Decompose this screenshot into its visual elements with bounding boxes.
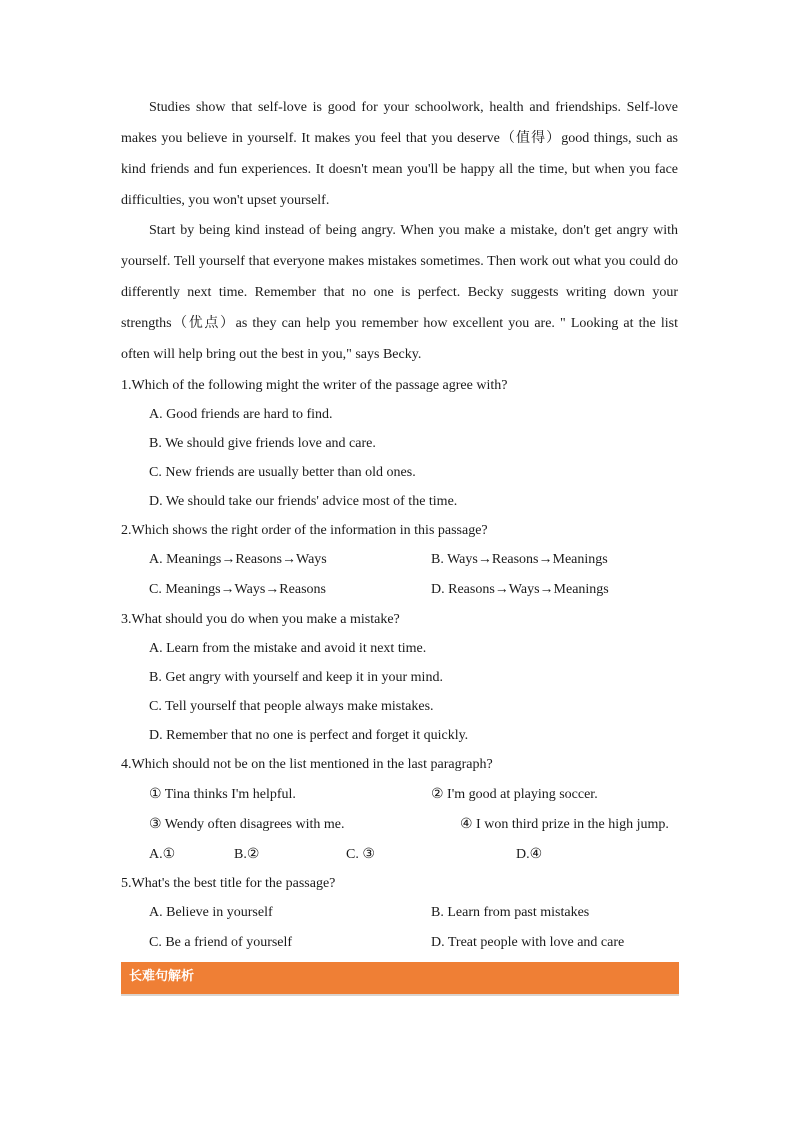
passage-paragraph-1: Studies show that self-love is good for your schoolwork, health and friendships. Self-love makes you believe in yourself. It makes you feel that you deserve（值得）good things, such as kind friends and fun experiences. It doesn't mean you'll be happy all the time, but when you face difficulties, you won't upset yourself.: [121, 100, 678, 208]
question-1-option-a: A. Good friends are hard to find.: [149, 407, 333, 422]
question-1-option-c: C. New friends are usually better than old ones.: [149, 465, 416, 480]
question-2-option-b: B. Ways→Reasons→Meanings: [431, 552, 608, 567]
question-3-stem: 3.What should you do when you make a mistake?: [121, 612, 400, 627]
question-2-option-d: D. Reasons→Ways→Meanings: [431, 582, 609, 597]
question-5-option-a: A. Believe in yourself: [149, 905, 273, 920]
section-banner: [121, 962, 679, 996]
question-4-option-d: D.④: [516, 847, 543, 862]
question-4-statement-1: ① Tina thinks I'm helpful.: [149, 787, 296, 802]
question-3-option-b: B. Get angry with yourself and keep it in your mind.: [149, 670, 443, 685]
question-5-option-c: C. Be a friend of yourself: [149, 935, 293, 950]
question-5-option-d: D. Treat people with love and care: [431, 935, 625, 950]
question-4-statement-3: ③ Wendy often disagrees with me.: [149, 817, 345, 832]
question-3-option-a: A. Learn from the mistake and avoid it next time.: [149, 641, 427, 656]
question-4-option-b: B.②: [234, 847, 260, 862]
question-1-option-d: D. We should take our friends' advice most of the time.: [149, 494, 458, 509]
question-3-option-d: D. Remember that no one is perfect and forget it quickly.: [149, 728, 469, 743]
question-1-stem: 1.Which of the following might the writer of the passage agree with?: [121, 378, 508, 393]
question-1-option-b: B. We should give friends love and care.: [149, 436, 376, 451]
question-4-statement-4: ④ I won third prize in the high jump.: [460, 817, 669, 832]
question-4-statement-2: ② I'm good at playing soccer.: [431, 787, 598, 802]
question-5-option-b: B. Learn from past mistakes: [431, 905, 590, 920]
passage-paragraph-2: Start by being kind instead of being angry. When you make a mistake, don't get angry with yourself. Tell yourself that everyone makes mistakes sometimes. Then work out what you could do differently next time. Remember that no one is perfect. Becky suggests writing down your strengths（优点）as they can help you remember how excellent you are. " Looking at the list often will help bring out the best in you," says Becky.: [121, 223, 678, 362]
section-banner-label: 长难句解析: [129, 969, 195, 984]
question-4-option-a: A.①: [149, 847, 176, 862]
question-3-option-c: C. Tell yourself that people always make mistakes.: [149, 699, 434, 714]
question-4-stem: 4.Which should not be on the list mentioned in the last paragraph?: [121, 757, 493, 772]
question-4-option-c: C. ③: [346, 847, 375, 862]
question-2-option-c: C. Meanings→Ways→Reasons: [149, 582, 326, 597]
question-2-option-a: A. Meanings→Reasons→Ways: [149, 552, 327, 567]
question-5-stem: 5.What's the best title for the passage?: [121, 876, 336, 891]
question-2-stem: 2.Which shows the right order of the information in this passage?: [121, 523, 488, 538]
